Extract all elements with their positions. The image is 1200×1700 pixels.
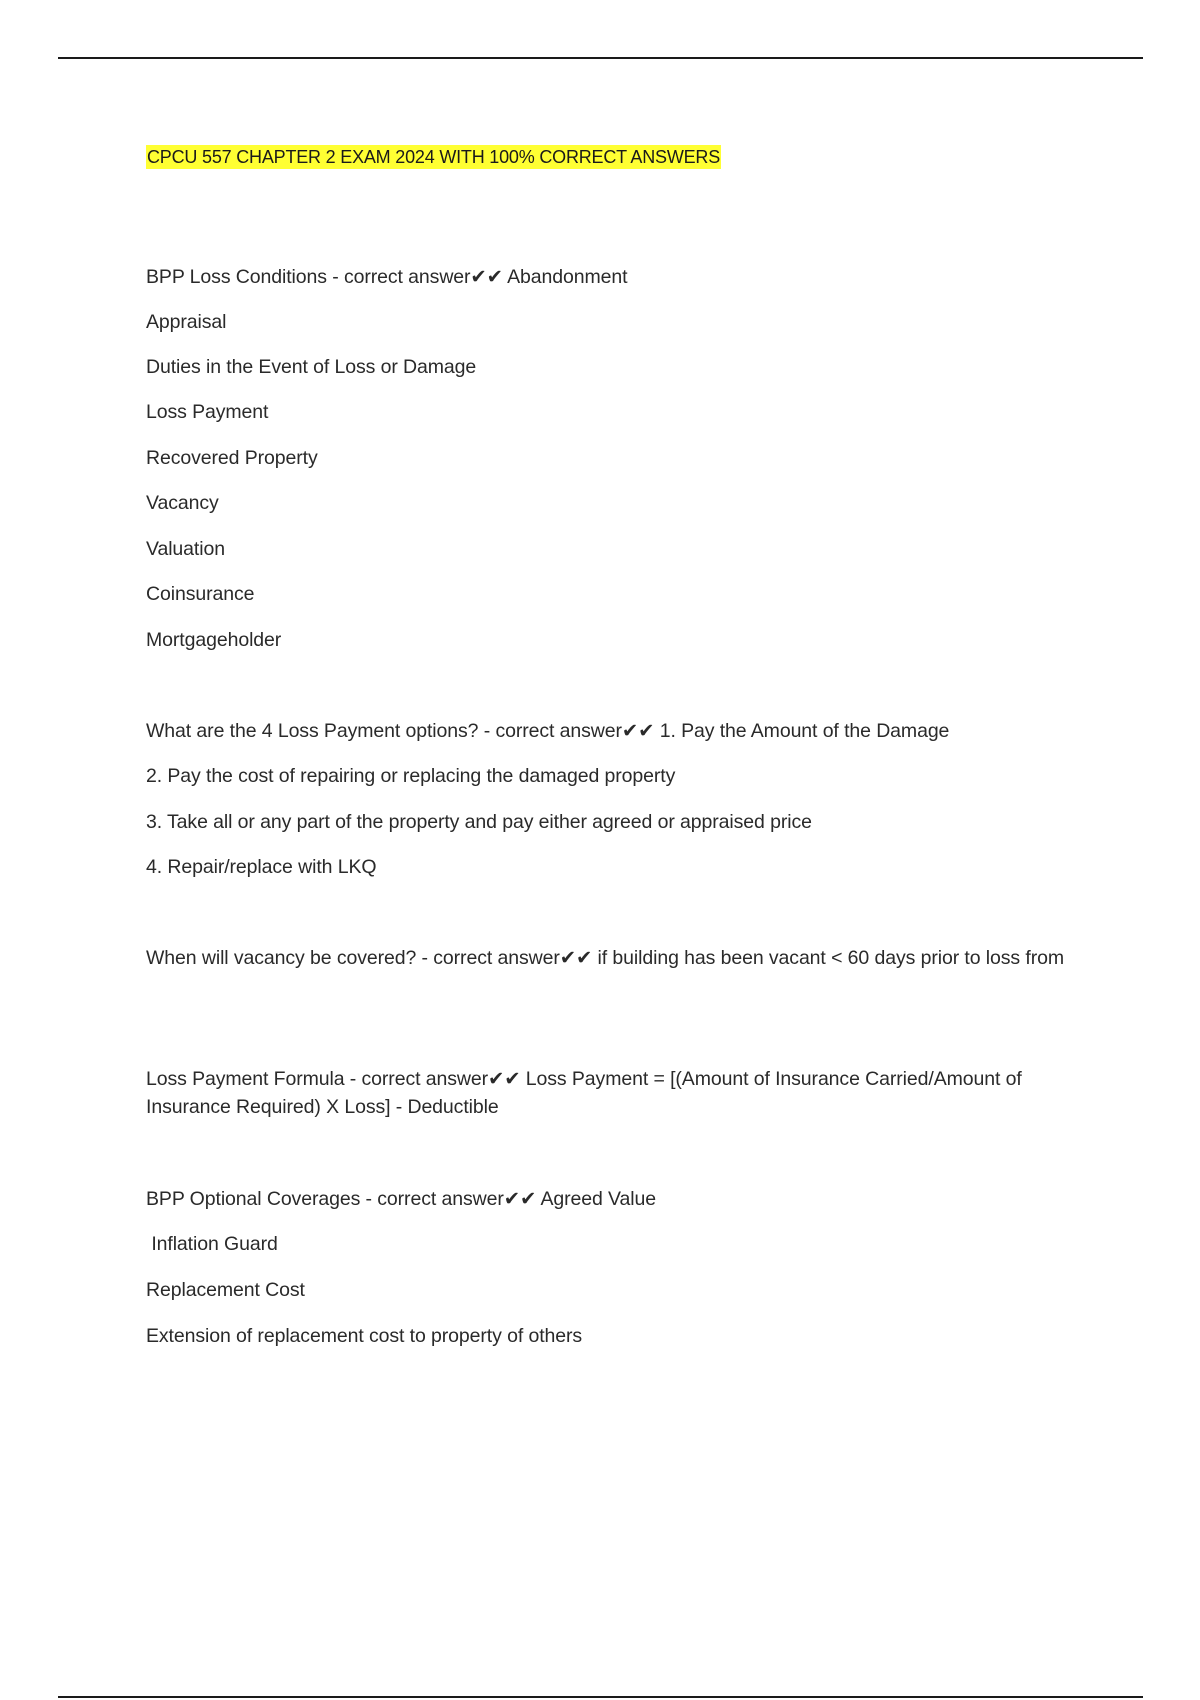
qa-2-line-3: 4. Repair/replace with LKQ	[146, 856, 377, 878]
qa-1-line-5: Vacancy	[146, 492, 219, 514]
qa-1-line-6: Valuation	[146, 538, 225, 560]
qa-1-line-3: Loss Payment	[146, 401, 269, 423]
bottom-rule	[58, 1696, 1143, 1698]
qa-5-line-2: Replacement Cost	[146, 1279, 305, 1301]
top-rule	[58, 57, 1143, 59]
qa-5-line-3: Extension of replacement cost to property of others	[146, 1325, 583, 1347]
qa-1-line-8: Mortgageholder	[146, 629, 282, 651]
qa-1-line-1: Appraisal	[146, 311, 227, 333]
qa-1-question: BPP Loss Conditions - correct answer✔✔ Abandonment	[146, 266, 628, 288]
qa-2-question: What are the 4 Loss Payment options? - correct answer✔✔ 1. Pay the Amount of the Damage	[146, 720, 950, 742]
document-title: CPCU 557 CHAPTER 2 EXAM 2024 WITH 100% CORRECT ANSWERS	[147, 147, 721, 167]
qa-4-question: Loss Payment Formula - correct answer✔✔ Loss Payment = [(Amount of Insurance Carried/Amount of Insurance Required) X Loss] - Deductible	[146, 1068, 1022, 1118]
qa-2-line-1: 2. Pay the cost of repairing or replacing the damaged property	[146, 765, 676, 787]
qa-2-line-2: 3. Take all or any part of the property and pay either agreed or appraised price	[146, 811, 812, 833]
qa-1-line-7: Coinsurance	[146, 583, 255, 605]
qa-1-line-2: Duties in the Event of Loss or Damage	[146, 356, 477, 378]
qa-1-line-4: Recovered Property	[146, 447, 318, 469]
qa-3-question: When will vacancy be covered? - correct answer✔✔ if building has been vacant < 60 days prior to loss from	[146, 947, 1064, 969]
qa-5-line-1: Inflation Guard	[146, 1233, 278, 1255]
qa-5-question: BPP Optional Coverages - correct answer✔✔ Agreed Value	[146, 1188, 656, 1210]
